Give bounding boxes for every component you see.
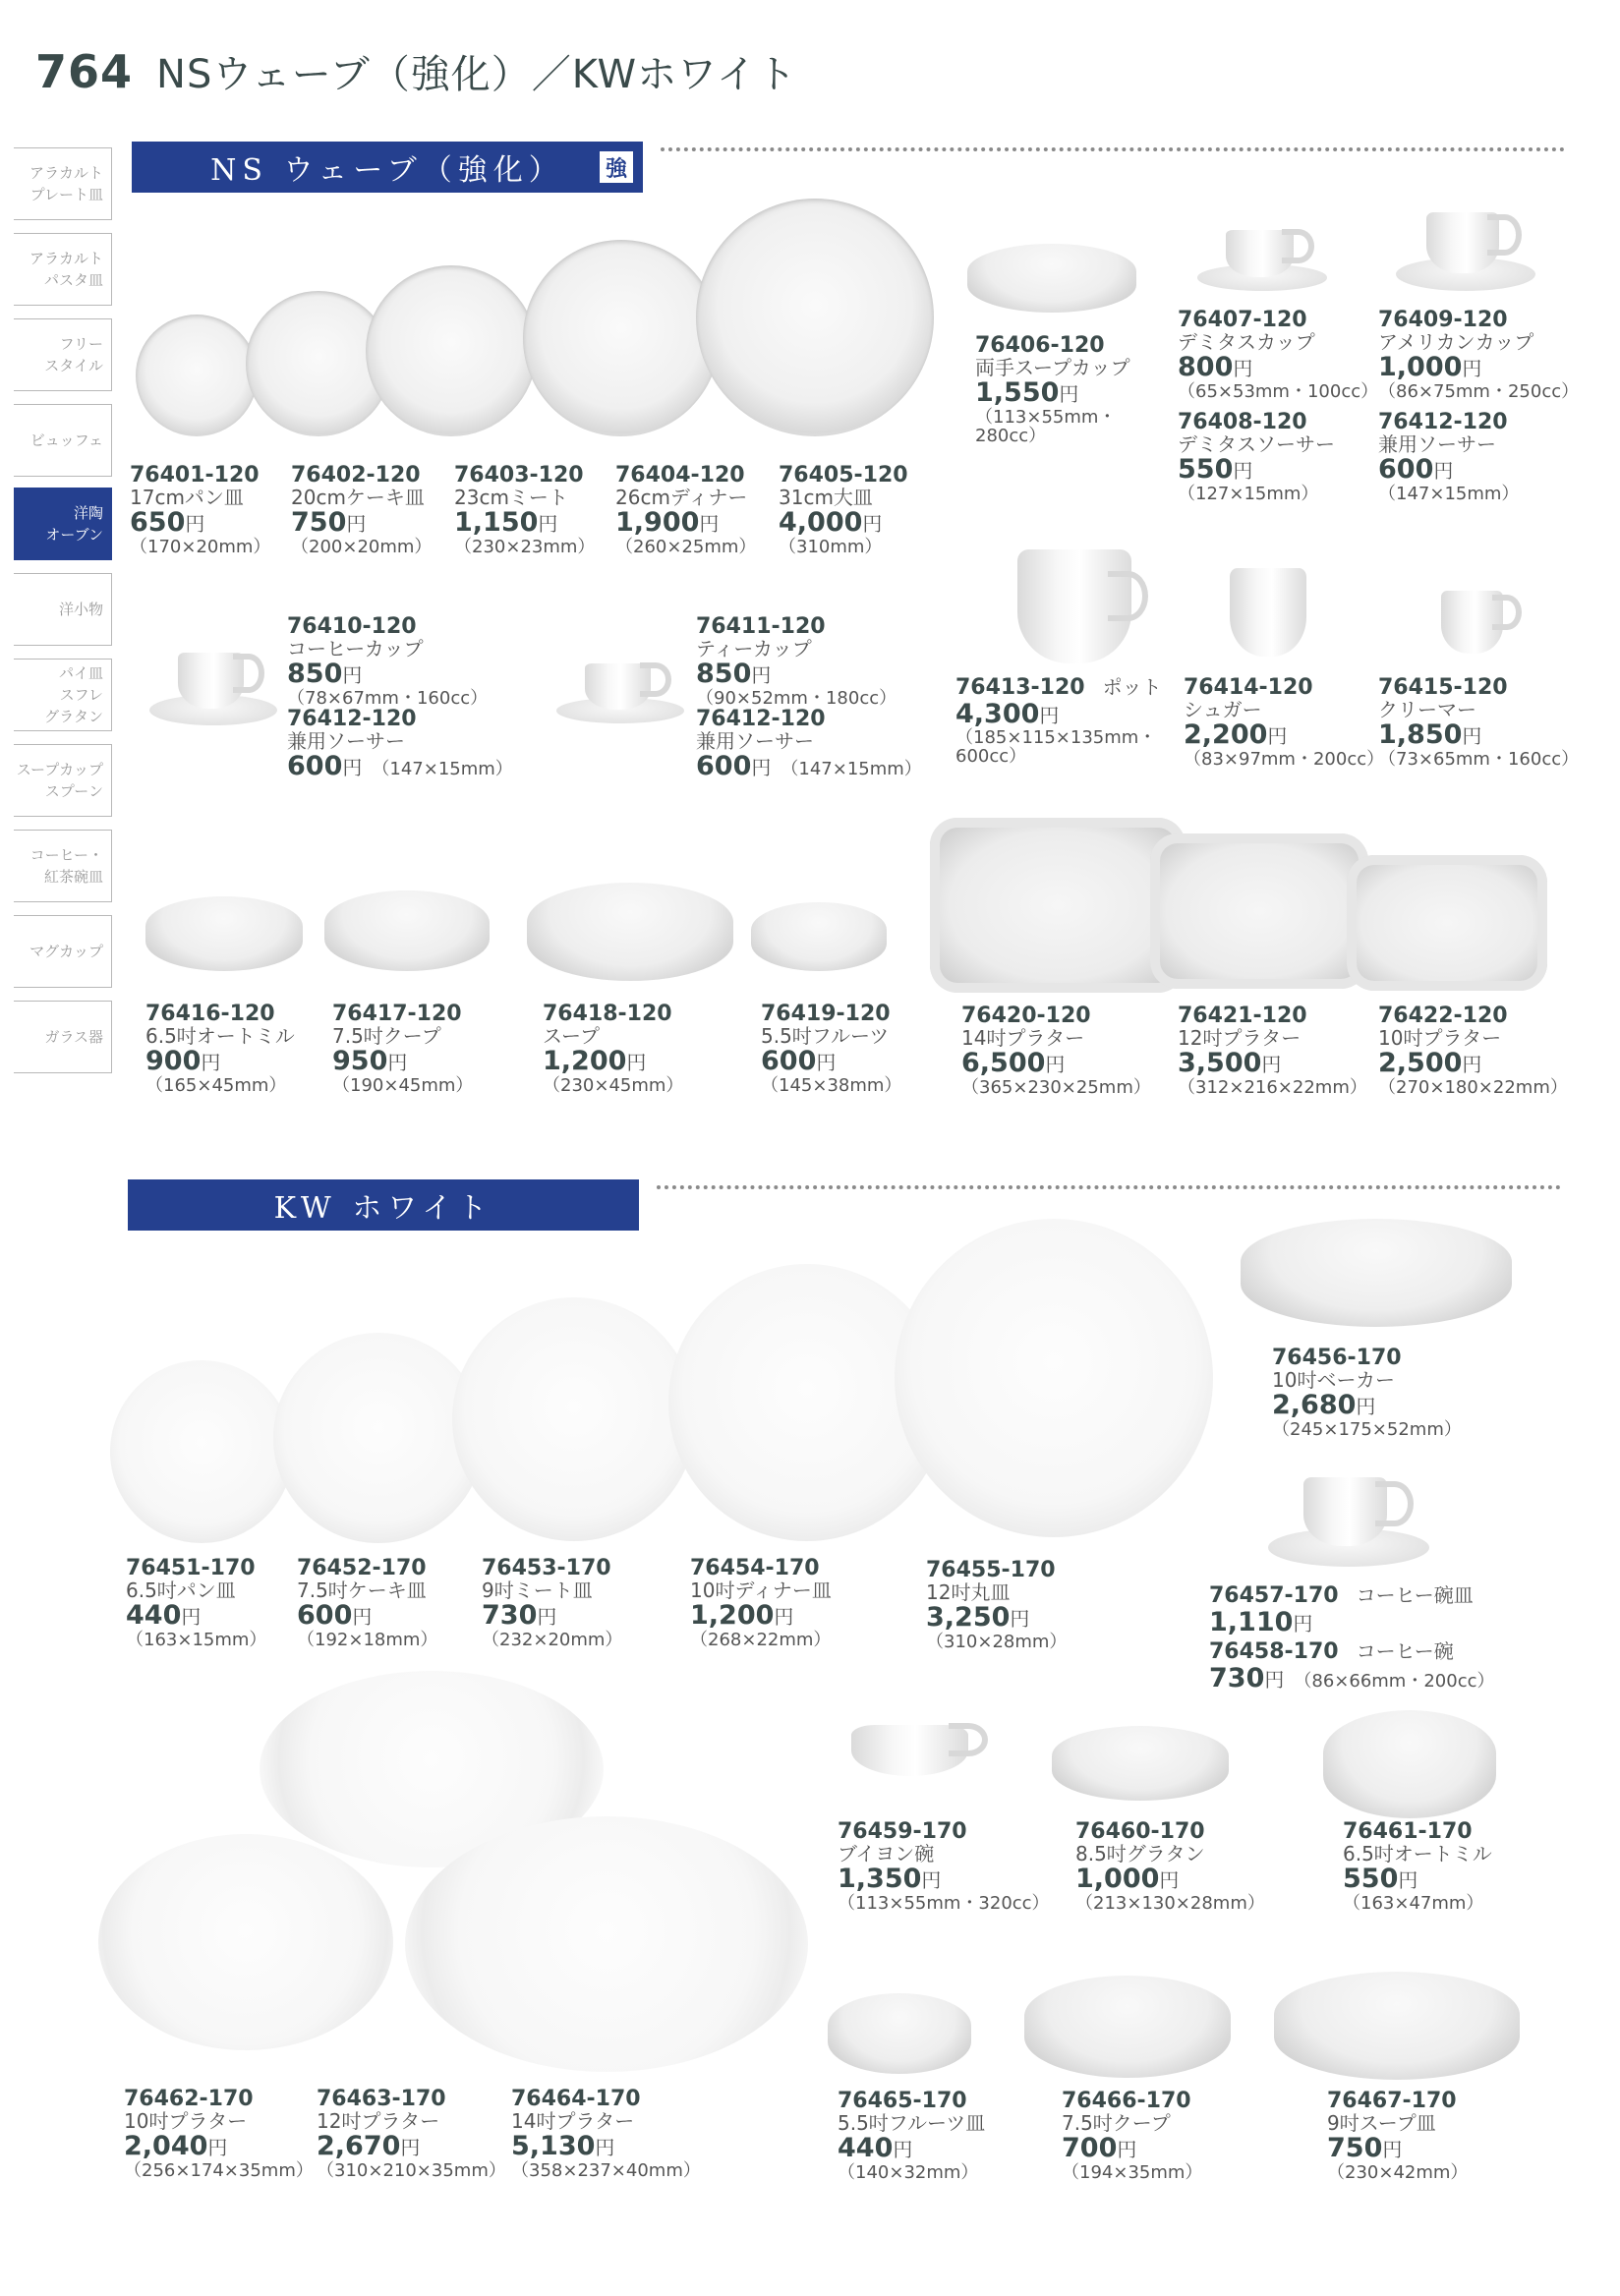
product-name: 5.5吋フルーツ — [761, 1023, 890, 1048]
plate-image — [366, 265, 537, 436]
product-item — [145, 1003, 295, 1095]
product-dims: （147×15mm） — [1378, 483, 1520, 504]
kw-coffee-cup-image — [1268, 1455, 1429, 1567]
product-code: 76419-120 — [761, 1002, 891, 1026]
product-dims: （358×237×40mm） — [511, 2159, 701, 2181]
platter-image — [405, 1816, 808, 2072]
product-price: 5,130円 — [511, 2131, 615, 2162]
bouillon-cup-image — [838, 1710, 1005, 1783]
product-name: 7.5吋クープ — [332, 1023, 441, 1048]
product-code: 76412-120 — [696, 706, 826, 731]
product-dims: （65×53mm・100cc） — [1178, 380, 1379, 402]
sugar-image — [1223, 558, 1313, 660]
product-price: 950円 — [332, 1046, 408, 1077]
product-item — [1178, 309, 1378, 401]
gratin-image — [1052, 1726, 1229, 1801]
product-name: 12吋丸皿 — [926, 1579, 1011, 1604]
product-dims: （163×15mm） — [126, 1629, 267, 1650]
plate-image — [273, 1333, 484, 1543]
product-code: 76457-170 コーヒー碗皿 — [1209, 1583, 1474, 1608]
plate-image — [136, 315, 258, 436]
product-dims: （147×15mm） — [372, 759, 513, 780]
platter-image — [1347, 855, 1547, 991]
product-code: 76465-170 — [838, 2089, 967, 2113]
product-dims: （113×55mm・320cc） — [838, 1892, 1050, 1914]
product-item — [838, 2090, 985, 2182]
product-price: 440円 — [838, 2133, 913, 2164]
product-name: 10吋プラター — [124, 2108, 248, 2133]
tab-alacarte-pasta[interactable]: アラカルト パスタ皿 — [14, 233, 112, 306]
product-item — [332, 1003, 473, 1095]
bowl-image — [527, 883, 733, 981]
product-price: 1,150円 — [454, 507, 558, 539]
platter-image — [98, 1834, 393, 2050]
product-price: 600円 — [297, 1600, 373, 1632]
product-price: 3,500円 — [1178, 1048, 1282, 1079]
product-price: 600円 — [761, 1046, 837, 1077]
product-code: 76458-170 コーヒー碗 — [1209, 1638, 1454, 1664]
tempered-badge: 強 — [600, 151, 633, 183]
product-code: 76466-170 — [1062, 2089, 1191, 2113]
soup-cup-image — [967, 244, 1136, 313]
pot-image — [993, 539, 1166, 668]
product-price: 1,350円 — [838, 1864, 942, 1895]
tab-pie-souffle-gratin[interactable]: パイ皿 スフレ グラタン — [14, 659, 112, 731]
product-item — [124, 2088, 314, 2180]
product-item — [511, 2088, 701, 2180]
product-code: 76418-120 — [543, 1002, 672, 1026]
product-item — [482, 1557, 622, 1649]
product-dims: （83×97mm・200cc） — [1184, 748, 1385, 770]
product-price: 700円 — [1062, 2133, 1137, 2164]
platter-image — [930, 818, 1186, 993]
plate-image — [895, 1219, 1213, 1537]
product-name: 兼用ソーサー — [287, 728, 405, 753]
product-item — [1062, 2090, 1202, 2182]
product-code: 76401-120 — [130, 463, 260, 488]
product-price: 900円 — [145, 1046, 221, 1077]
section-title-kw: KW ホワイト — [273, 1191, 493, 1226]
product-code: 76421-120 — [1178, 1004, 1307, 1028]
product-price: 650円 — [130, 507, 205, 539]
page-title — [35, 43, 797, 99]
product-code: 76464-170 — [511, 2087, 641, 2111]
divider-dots — [661, 147, 1565, 151]
product-name: 6.5吋オートミル — [145, 1023, 295, 1048]
product-item — [291, 464, 432, 556]
bowl-image — [828, 1993, 971, 2074]
tea-cup-image — [556, 649, 684, 723]
product-price: 750円 — [1327, 2133, 1403, 2164]
product-item — [1327, 2090, 1468, 2182]
product-dims: （192×18mm） — [297, 1629, 438, 1650]
coffee-cup-image — [149, 635, 277, 725]
product-price: 4,300円 — [955, 698, 1060, 729]
product-price: 2,200円 — [1184, 719, 1288, 751]
product-name: 9吋スープ皿 — [1327, 2110, 1436, 2135]
product-price: 550円 — [1178, 454, 1253, 486]
product-name: 9吋ミート皿 — [482, 1578, 593, 1602]
product-item — [615, 464, 756, 556]
product-name: 6.5吋オートミル — [1343, 1841, 1492, 1866]
tab-free-style[interactable]: フリー スタイル — [14, 318, 112, 391]
product-item — [1378, 411, 1519, 503]
product-code: 76455-170 — [926, 1558, 1056, 1582]
product-name: 31cm大皿 — [779, 485, 873, 509]
product-item — [779, 464, 908, 556]
product-name: 7.5吋クープ — [1062, 2110, 1171, 2135]
product-dims: （127×15mm） — [1178, 483, 1319, 504]
page-number: 764 — [35, 45, 134, 98]
product-name: 14吋プラター — [511, 2108, 635, 2133]
product-item — [1343, 1820, 1492, 1913]
product-name: ブイヨン碗 — [838, 1841, 935, 1866]
product-name: 兼用ソーサー — [1378, 431, 1496, 456]
product-name: 兼用ソーサー — [696, 728, 814, 753]
product-item — [317, 2088, 506, 2180]
product-name: スープ — [543, 1023, 600, 1048]
product-code: 76412-120 — [287, 706, 417, 731]
product-name: デミタスソーサー — [1178, 431, 1335, 456]
product-name: 20cmケーキ皿 — [291, 485, 425, 509]
product-name: 26cmディナー — [615, 485, 748, 509]
product-dims: （310×210×35mm） — [317, 2159, 506, 2181]
product-code: 76462-170 — [124, 2087, 254, 2111]
section-banner-kw — [128, 1179, 639, 1231]
product-dims: （78×67mm・160cc） — [287, 687, 489, 709]
product-code: 76402-120 — [291, 463, 421, 488]
product-code: 76410-120 — [287, 614, 417, 639]
product-code: 76461-170 — [1343, 1819, 1473, 1844]
product-code: 76405-120 — [779, 463, 908, 488]
product-dims: （163×47mm） — [1343, 1892, 1484, 1914]
product-item — [1378, 309, 1579, 401]
product-dims: （194×35mm） — [1062, 2161, 1203, 2183]
product-dims: （90×52mm・180cc） — [696, 687, 897, 709]
product-price: 1,850円 — [1378, 719, 1482, 751]
product-price: 800円 — [1178, 352, 1253, 383]
product-item — [287, 615, 513, 780]
product-item — [297, 1557, 437, 1649]
product-dims: （230×42mm） — [1327, 2161, 1469, 2183]
product-price: 730円 — [482, 1600, 557, 1632]
product-code: 76463-170 — [317, 2087, 446, 2111]
product-dims: 600cc） — [955, 746, 1027, 768]
product-price: 600円 — [1378, 454, 1454, 486]
product-price: 730円 — [1209, 1662, 1285, 1693]
product-price: 1,110円 — [1209, 1606, 1313, 1637]
product-item — [696, 615, 922, 780]
product-name: 5.5吋フルーツ皿 — [838, 2110, 986, 2135]
product-dims: （270×180×22mm） — [1378, 1076, 1568, 1098]
product-price: 2,040円 — [124, 2131, 228, 2162]
product-dims: （185×115×135mm・ — [955, 726, 1157, 748]
tab-glass[interactable]: ガラス器 — [14, 1001, 112, 1073]
product-name: ティーカップ — [696, 636, 812, 660]
american-cup-image — [1396, 193, 1535, 291]
product-name: シュガー — [1184, 697, 1262, 721]
product-name: 10吋ベーカー — [1272, 1367, 1396, 1392]
product-name: 両手スープカップ — [975, 355, 1130, 379]
section-title-ns: NS ウェーブ（強化） — [210, 153, 564, 188]
product-item — [1209, 1584, 1494, 1693]
tab-western-small[interactable]: 洋小物 — [14, 573, 112, 646]
product-price: 4,000円 — [779, 507, 883, 539]
bowl-image — [1024, 1976, 1231, 2078]
product-price: 600円 — [696, 751, 772, 782]
product-item — [1178, 1004, 1367, 1097]
product-item — [926, 1559, 1067, 1651]
product-price: 6,500円 — [961, 1048, 1066, 1079]
product-price: 1,200円 — [690, 1600, 794, 1632]
product-code: 76452-170 — [297, 1556, 427, 1580]
page-heading: NSウェーブ（強化）／KWホワイト — [156, 52, 797, 97]
bowl-image — [324, 890, 490, 971]
tab-coffee-tea[interactable]: コーヒー・ 紅茶碗皿 — [14, 830, 112, 902]
baker-image — [1241, 1219, 1512, 1327]
product-price: 1,550円 — [975, 377, 1079, 409]
product-dims: （232×20mm） — [482, 1629, 623, 1650]
product-name: 23cmミート — [454, 485, 568, 509]
product-dims: （256×174×35mm） — [124, 2159, 314, 2181]
product-code: 76404-120 — [615, 463, 745, 488]
product-price: 2,500円 — [1378, 1048, 1482, 1079]
product-name: 7.5吋ケーキ皿 — [297, 1578, 427, 1602]
product-item — [975, 334, 1130, 445]
product-dims: （268×22mm） — [690, 1629, 832, 1650]
product-code: 76467-170 — [1327, 2089, 1457, 2113]
bowl-image — [145, 896, 303, 971]
tab-western-oven[interactable]: 洋陶 オーブン — [14, 488, 112, 560]
plate-image — [452, 1297, 696, 1541]
product-dims: （310mm） — [779, 536, 883, 557]
product-dims: 280cc） — [975, 425, 1047, 446]
product-price: 1,000円 — [1075, 1864, 1180, 1895]
plate-image — [523, 240, 720, 436]
product-dims: （165×45mm） — [145, 1074, 287, 1096]
bowl-image — [751, 902, 887, 971]
product-name: コーヒーカップ — [287, 636, 424, 660]
product-price: 850円 — [696, 659, 772, 690]
plate-image — [696, 199, 934, 436]
product-item — [690, 1557, 832, 1649]
product-name: 10吋プラター — [1378, 1025, 1502, 1050]
product-dims: （86×66mm・200cc） — [1294, 1670, 1495, 1692]
product-price: 2,670円 — [317, 2131, 421, 2162]
bowl-image — [1323, 1710, 1496, 1818]
product-code: 76409-120 — [1378, 308, 1508, 332]
tab-soup-cup-spoon[interactable]: スープカップ スプーン — [14, 744, 112, 817]
product-dims: （245×175×52mm） — [1272, 1418, 1462, 1440]
product-price: 2,680円 — [1272, 1390, 1376, 1421]
product-dims: （200×20mm） — [291, 536, 433, 557]
product-dims: （113×55mm・ — [975, 406, 1117, 428]
section-banner-ns — [132, 142, 643, 193]
divider-dots — [657, 1185, 1561, 1189]
product-name: 17cmパン皿 — [130, 485, 244, 509]
product-dims: （230×23mm） — [454, 536, 596, 557]
product-dims: （86×75mm・250cc） — [1378, 380, 1580, 402]
product-price: 850円 — [287, 659, 363, 690]
product-code: 76451-170 — [126, 1556, 256, 1580]
product-dims: （365×230×25mm） — [961, 1076, 1151, 1098]
product-item — [1378, 676, 1579, 769]
demitasse-image — [1197, 214, 1327, 291]
product-code: 76406-120 — [975, 333, 1105, 358]
product-dims: （140×32mm） — [838, 2161, 979, 2183]
product-code: 76413-120 ポット — [955, 675, 1162, 700]
product-name: 8.5吋グラタン — [1075, 1841, 1205, 1866]
product-item — [761, 1003, 901, 1095]
tab-buffet[interactable]: ビュッフェ — [14, 404, 112, 477]
product-code: 76453-170 — [482, 1556, 611, 1580]
product-price: 1,200円 — [543, 1046, 647, 1077]
product-item — [1178, 411, 1335, 503]
product-code: 76459-170 — [838, 1819, 967, 1844]
product-price: 750円 — [291, 507, 367, 539]
product-dims: （73×65mm・160cc） — [1378, 748, 1580, 770]
product-dims: （170×20mm） — [130, 536, 271, 557]
product-item — [1272, 1347, 1462, 1439]
product-name: アメリカンカップ — [1378, 329, 1534, 354]
product-code: 76454-170 — [690, 1556, 820, 1580]
product-item — [1184, 676, 1384, 769]
product-code: 76456-170 — [1272, 1346, 1402, 1370]
product-name: 12吋プラター — [1178, 1025, 1302, 1050]
product-code: 76414-120 — [1184, 675, 1313, 700]
product-name: 14吋プラター — [961, 1025, 1085, 1050]
product-code: 76403-120 — [454, 463, 584, 488]
product-item — [454, 464, 595, 556]
product-dims: （213×130×28mm） — [1075, 1892, 1265, 1914]
product-code: 76422-120 — [1378, 1004, 1508, 1028]
product-item — [955, 676, 1162, 767]
product-name: 6.5吋パン皿 — [126, 1578, 236, 1602]
product-item — [1378, 1004, 1568, 1097]
product-price: 550円 — [1343, 1864, 1418, 1895]
product-code: 76415-120 — [1378, 675, 1508, 700]
product-code: 76417-120 — [332, 1002, 462, 1026]
product-code: 76412-120 — [1378, 410, 1508, 434]
product-item — [130, 464, 270, 556]
bowl-image — [1274, 1972, 1520, 2080]
product-price: 600円 — [287, 751, 363, 782]
product-item — [961, 1004, 1151, 1097]
product-name: 12吋プラター — [317, 2108, 440, 2133]
product-dims: （145×38mm） — [761, 1074, 902, 1096]
product-dims: （147×15mm） — [781, 759, 922, 780]
product-code: 76407-120 — [1178, 308, 1307, 332]
product-item — [126, 1557, 266, 1649]
product-price: 1,900円 — [615, 507, 720, 539]
product-name: クリーマー — [1378, 697, 1476, 721]
product-code: 76416-120 — [145, 1002, 275, 1026]
plate-image — [110, 1360, 293, 1543]
product-price: 3,250円 — [926, 1602, 1030, 1634]
product-code: 76411-120 — [696, 614, 826, 639]
product-code: 76460-170 — [1075, 1819, 1205, 1844]
creamer-image — [1416, 580, 1533, 659]
product-dims: （260×25mm） — [615, 536, 757, 557]
product-name: デミタスカップ — [1178, 329, 1315, 354]
tab-mug[interactable]: マグカップ — [14, 915, 112, 988]
tab-alacarte-plate[interactable]: アラカルト プレート皿 — [14, 147, 112, 220]
product-price: 440円 — [126, 1600, 202, 1632]
product-code: 76420-120 — [961, 1004, 1091, 1028]
product-dims: （230×45mm） — [543, 1074, 684, 1096]
product-item — [838, 1820, 1050, 1913]
product-price: 1,000円 — [1378, 352, 1482, 383]
product-code: 76408-120 — [1178, 410, 1307, 434]
product-name: 10吋ディナー皿 — [690, 1578, 832, 1602]
product-dims: （190×45mm） — [332, 1074, 474, 1096]
product-item — [1075, 1820, 1265, 1913]
product-dims: （312×216×22mm） — [1178, 1076, 1367, 1098]
platter-image — [1150, 833, 1368, 989]
product-item — [543, 1003, 683, 1095]
product-dims: （310×28mm） — [926, 1631, 1068, 1652]
